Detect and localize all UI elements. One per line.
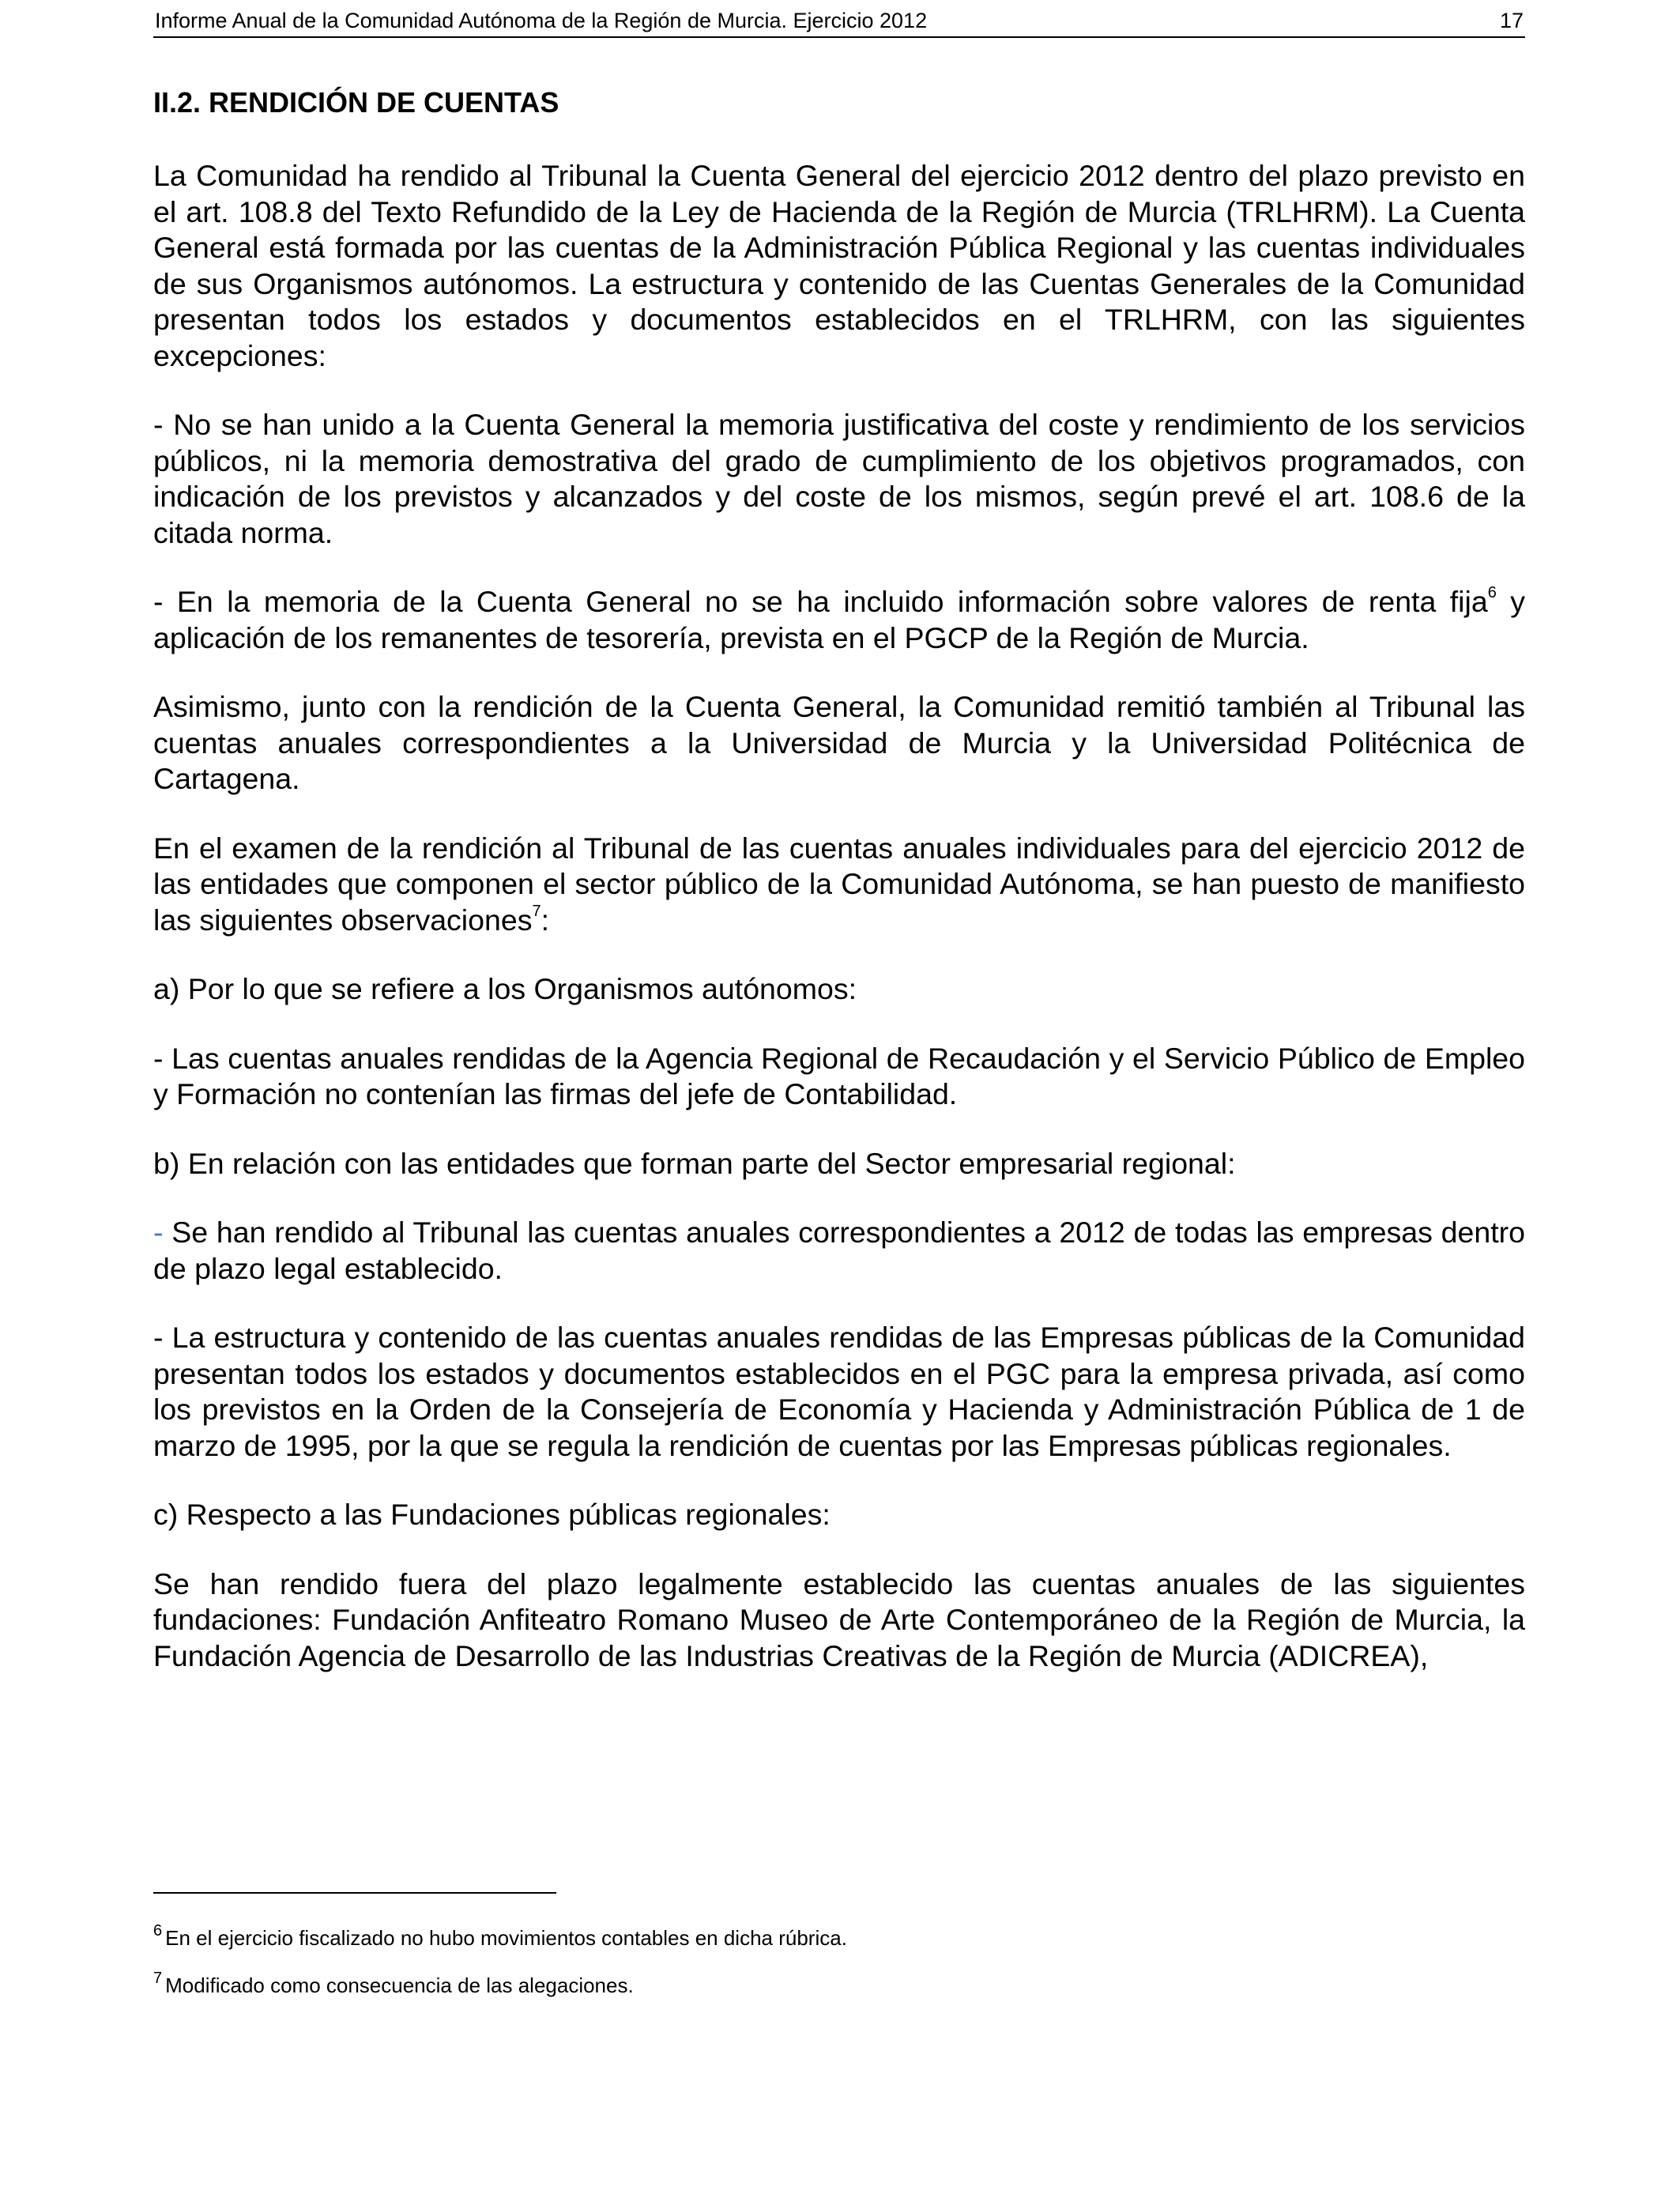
paragraph-fundaciones-fuera-plazo: Se han rendido fuera del plazo legalmente establecido las cuentas anuales de las siguientes fundaciones: Fundación Anfiteatro Romano Museo de Arte Contemporáneo de la Región de Murcia, la Fundación Agencia de Desarrollo de las Industrias Creativas de la Región de Murcia (ADICREA), — [153, 1566, 1525, 1672]
footnote-separator — [153, 1892, 556, 1894]
running-header — [153, 8, 1525, 38]
paragraph-universidades: Asimismo, junto con la rendición de la Cuenta General, la Comunidad remitió también al Tribunal las cuentas anuales correspondientes a la Universidad de Murcia y la Universidad Politécnica de Cartagena. — [153, 690, 1525, 795]
footnote-number: 6 — [153, 1922, 163, 1940]
header-title: Informe Anual de la Comunidad Autónoma de la Región de Murcia. Ejercicio 2012 — [155, 9, 928, 32]
footnote-number: 7 — [153, 1970, 163, 1987]
paragraph-fundaciones: c) Respecto a las Fundaciones públicas regionales: — [153, 1498, 831, 1531]
section-heading: II.2. RENDICIÓN DE CUENTAS — [153, 86, 559, 119]
document-body — [153, 158, 1525, 1674]
paragraph-text: - En la memoria de la Cuenta General no se ha incluido información sobre valores de renta fija — [153, 585, 1488, 618]
paragraph-empresas-estructura: - La estructura y contenido de las cuentas anuales rendidas de las Empresas públicas de la Comunidad presentan todos los estados y documentos establecidos en el PGC para la empresa privada, así como los previstos en la Orden de la Consejería de Economía y Hacienda y Administración Pública de 1 de marzo de 1995, por la que se regula la rendición de cuentas por las Empresas públicas regionales. — [153, 1321, 1525, 1462]
paragraph-empresas-plazo — [153, 1215, 1525, 1287]
paragraph-firmas-contabilidad: - Las cuentas anuales rendidas de la Agencia Regional de Recaudación y el Servicio Público de Empleo y Formación no contenían las firmas del jefe de Contabilidad. — [153, 1041, 1525, 1110]
footnote-7 — [153, 1970, 634, 1998]
paragraph-text: En el examen de la rendición al Tribunal de las cuentas anuales individuales para del ejercicio 2012 de las entidades que componen el sector público de la Comunidad Autónoma, se han puesto de manifiesto las siguientes observaciones — [153, 831, 1525, 937]
list-dash: - — [153, 1216, 164, 1249]
paragraph-text: y aplicación de los remanentes de tesorería, prevista en el PGCP de la Región de Murcia. — [153, 585, 1525, 654]
footnote-text: Modificado como consecuencia de las alegaciones. — [165, 1973, 634, 1997]
paragraph-text: Se han rendido al Tribunal las cuentas anuales correspondientes a 2012 de todas las empresas dentro de plazo legal establecido. — [153, 1216, 1525, 1285]
footnote-6 — [153, 1922, 847, 1951]
paragraph-text: : — [541, 903, 549, 937]
paragraph-cuenta-general: La Comunidad ha rendido al Tribunal la Cuenta General del ejercicio 2012 dentro del plazo previsto en el art. 108.8 del Texto Refundido de la Ley de Hacienda de la Región de Murcia (TRLHRM). La Cuenta General está formada por las cuentas de la Administración Pública Regional y las cuentas individuales de sus Organismos autónomos. La estructura y contenido de las Cuentas Generales de la Comunidad presentan todos los estados y documentos establecidos en el TRLHRM, con las siguientes excepciones: — [153, 159, 1525, 372]
paragraph-exception-memoria: - No se han unido a la Cuenta General la memoria justificativa del coste y rendimiento de los servicios públicos, ni la memoria demostrativa del grado de cumplimiento de los objetivos programados, con indicación de los previstos y alcanzados y del coste de los mismos, según prevé el art. 108.6 de la citada norma. — [153, 408, 1525, 549]
footnote-ref-6[interactable]: 6 — [1487, 584, 1497, 601]
footnote-text: En el ejercicio fiscalizado no hubo movimientos contables en dicha rúbrica. — [165, 1926, 847, 1950]
footnote-ref-7[interactable]: 7 — [532, 902, 541, 920]
paragraph-exception-renta-fija — [153, 584, 1525, 656]
paragraph-sector-empresarial: b) En relación con las entidades que forman parte del Sector empresarial regional: — [153, 1146, 1236, 1180]
paragraph-observaciones — [153, 831, 1525, 939]
page-number: 17 — [1499, 9, 1524, 32]
paragraph-organismos-autonomos: a) Por lo que se refiere a los Organismos autónomos: — [153, 972, 857, 1005]
